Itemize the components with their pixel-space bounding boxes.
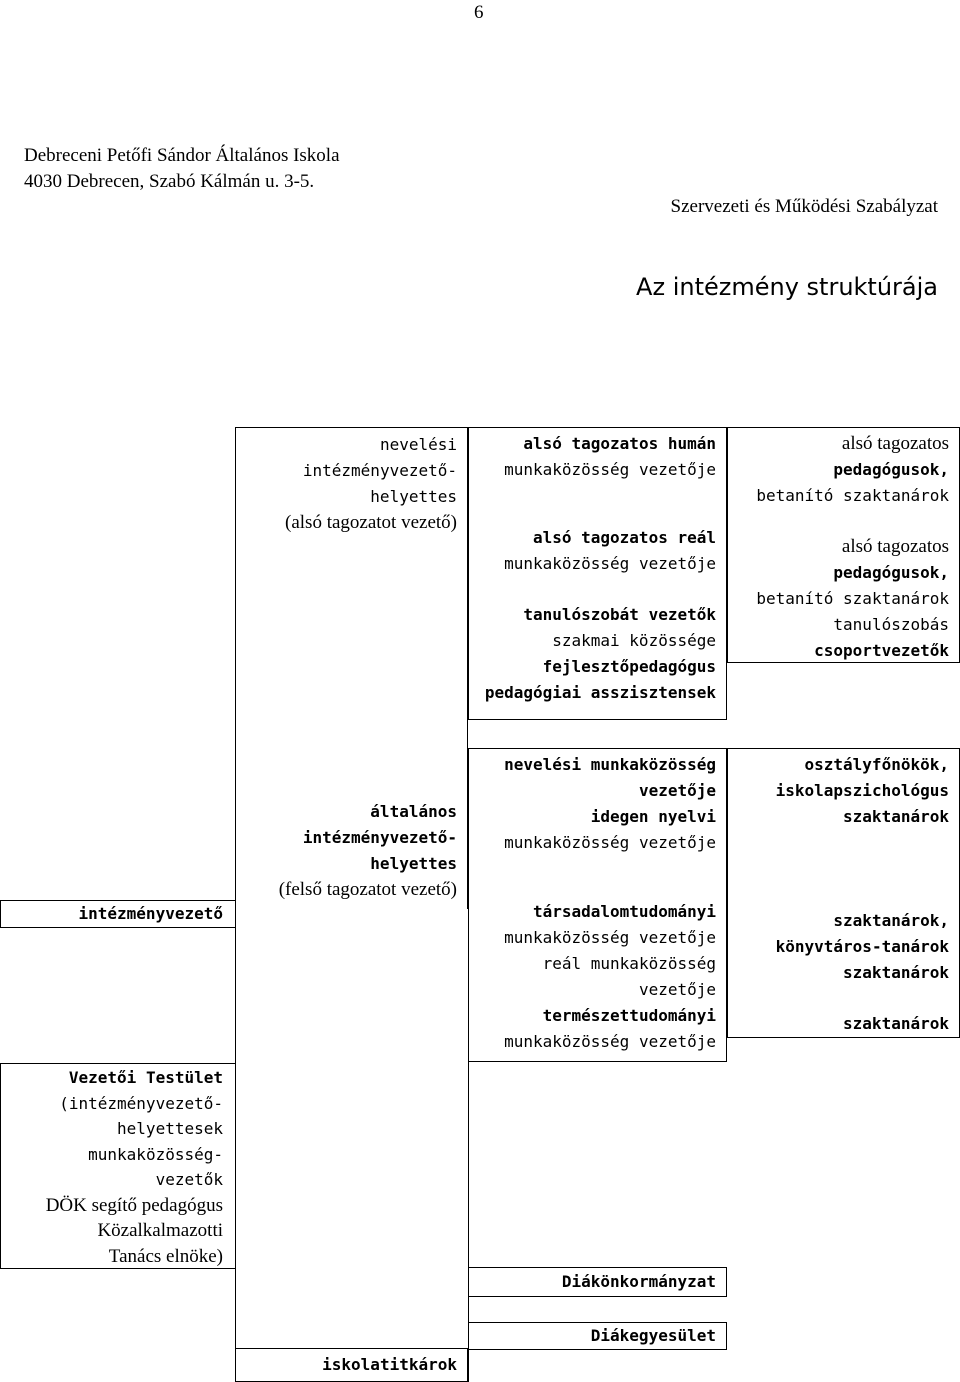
student-council-box bbox=[468, 1267, 727, 1297]
upper-tarsadalom-sub: munkaközösség vezetője bbox=[504, 928, 716, 947]
deputy-lower-line: (alsó tagozatot vezető) bbox=[285, 512, 457, 533]
page-title: Az intézmény struktúrája bbox=[636, 273, 938, 301]
deputy-upper-line: helyettes bbox=[370, 854, 457, 873]
lower-humán-sub: munkaközösség vezetője bbox=[504, 460, 716, 479]
board-box bbox=[0, 1063, 236, 1269]
upper-staff-b: könyvtáros-tanárok bbox=[775, 937, 949, 956]
board-title: Vezetői Testület bbox=[68, 1068, 223, 1087]
board-line: munkaközösség- bbox=[88, 1144, 223, 1164]
lower-devel: fejlesztőpedagógus bbox=[542, 657, 716, 676]
deputy-lower-line: helyettes bbox=[370, 487, 457, 506]
board-line: (intézményvezető- bbox=[59, 1093, 223, 1113]
upper-real-title: reál munkaközösség bbox=[542, 954, 716, 973]
board-line: Tanács elnöke) bbox=[108, 1245, 223, 1267]
lower-humán-title: alsó tagozatos humán bbox=[523, 434, 716, 453]
upper-nevelesi-sub: vezetője bbox=[638, 781, 716, 800]
upper-nevelesi-title: nevelési munkaközösség bbox=[504, 755, 716, 774]
school-address: 4030 Debrecen, Szabó Kálmán u. 3-5. bbox=[24, 171, 315, 192]
upper-staff-a: osztályfőnökök, bbox=[804, 755, 949, 774]
deputy-lower-line: nevelési bbox=[379, 435, 457, 454]
upper-termeszet-title: természettudományi bbox=[542, 1006, 716, 1025]
upper-termeszet-sub: munkaközösség vezetője bbox=[504, 1032, 716, 1051]
school-name: Debreceni Petőfi Sándor Általános Iskola bbox=[24, 145, 340, 166]
lower-staff-c: csoportvezetők bbox=[814, 641, 949, 660]
page-number: 6 bbox=[474, 2, 484, 23]
board-line: DÖK segítő pedagógus bbox=[45, 1194, 223, 1216]
upper-staff-a: szaktanárok bbox=[843, 807, 949, 826]
upper-idegen-title: idegen nyelvi bbox=[590, 807, 716, 826]
document-title: Szervezeti és Működési Szabályzat bbox=[670, 196, 938, 217]
student-association-box bbox=[468, 1322, 727, 1350]
student-council-label: Diákönkormányzat bbox=[561, 1272, 716, 1291]
lower-staff-box bbox=[727, 427, 960, 663]
upper-real-sub: vezetője bbox=[638, 980, 716, 999]
board-line: helyettesek bbox=[117, 1119, 223, 1138]
upper-staff-b: szaktanárok bbox=[843, 963, 949, 982]
head-box bbox=[0, 900, 236, 928]
lower-real-sub: munkaközösség vezetője bbox=[504, 554, 716, 573]
upper-staff-a: iskolapszichológus bbox=[775, 781, 949, 800]
lower-staff-a: betanító szaktanárok bbox=[756, 486, 949, 505]
lower-assist: pedagógiai asszisztensek bbox=[484, 683, 716, 702]
lower-study-title: tanulószobát vezetők bbox=[523, 605, 716, 624]
lower-staff-a: alsó tagozatos bbox=[841, 433, 949, 454]
deputy-upper-line: intézményvezető- bbox=[302, 828, 457, 847]
board-line: Közalkalmazotti bbox=[97, 1220, 223, 1241]
lower-staff-b: betanító szaktanárok bbox=[756, 589, 949, 608]
lower-study-sub: szakmai közössége bbox=[552, 631, 716, 650]
upper-tarsadalom-title: társadalomtudományi bbox=[532, 902, 716, 921]
head-label: intézményvezető bbox=[78, 904, 223, 923]
board-line: vezetők bbox=[155, 1170, 223, 1189]
lower-staff-c: tanulószobás bbox=[833, 615, 949, 634]
deputy-upper-line: (felső tagozatot vezető) bbox=[278, 879, 457, 900]
lower-staff-b: pedagógusok, bbox=[833, 563, 949, 582]
deputy-lower-line: intézményvezető- bbox=[302, 461, 457, 480]
lower-staff-b: alsó tagozatos bbox=[841, 536, 949, 557]
lower-staff-a: pedagógusok, bbox=[833, 460, 949, 479]
deputy-upper-box bbox=[235, 793, 468, 909]
upper-groups-box bbox=[468, 748, 727, 1062]
secretaries-label: iskolatitkárok bbox=[322, 1355, 457, 1374]
secretaries-box bbox=[235, 1348, 468, 1382]
student-association-label: Diákegyesület bbox=[590, 1326, 716, 1345]
deputy-upper-line: általános bbox=[370, 802, 457, 821]
lower-real-title: alsó tagozatos reál bbox=[532, 528, 716, 547]
upper-idegen-sub: munkaközösség vezetője bbox=[504, 833, 716, 852]
upper-staff-c: szaktanárok bbox=[843, 1014, 949, 1033]
upper-staff-box bbox=[727, 748, 960, 1038]
upper-staff-b: szaktanárok, bbox=[833, 911, 949, 930]
lower-groups-box bbox=[468, 427, 727, 720]
